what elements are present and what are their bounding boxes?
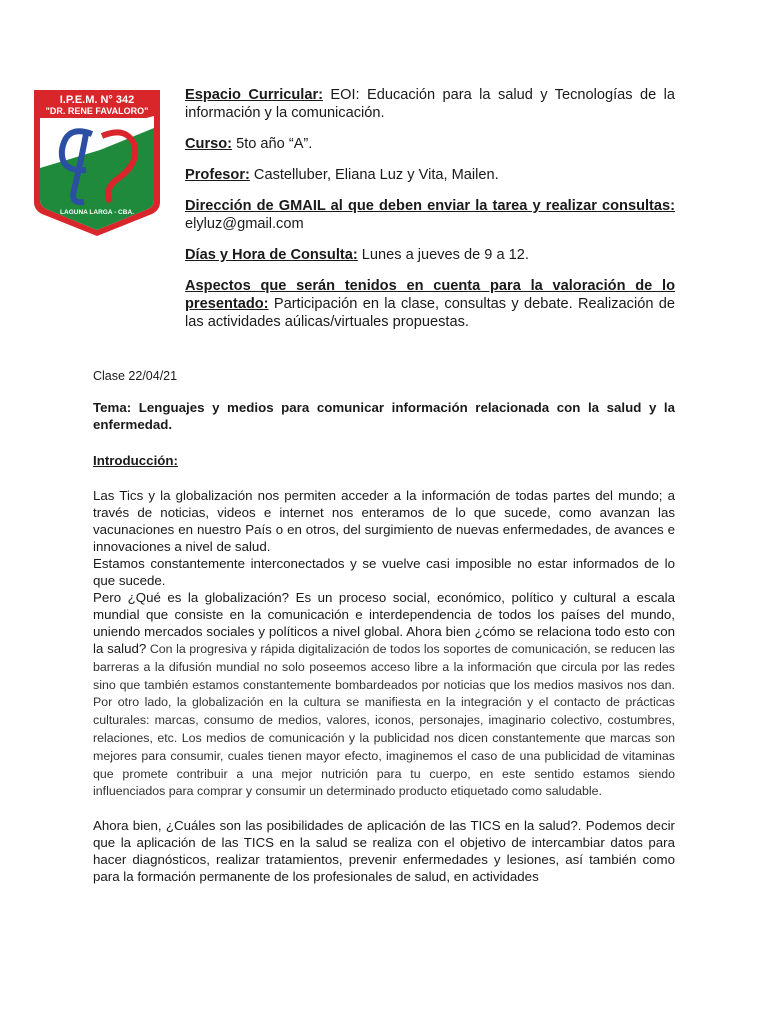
school-crest-icon <box>30 86 164 238</box>
class-date: Clase 22/04/21 <box>93 369 178 383</box>
profesor <box>185 166 675 184</box>
espacio-value: EOI: Educación para la salud y Tecnologías de la información y la comunicación. <box>185 87 675 121</box>
logo-bottom-text: LAGUNA LARGA - CBA. <box>60 209 134 216</box>
logo-name-text: "DR. RENE FAVALORO" <box>45 106 149 116</box>
aspectos-label: Aspectos que serán tenidos en cuenta para la valoración de lo presentado: <box>185 278 675 312</box>
dias-label: Días y Hora de Consulta: <box>185 247 358 263</box>
class-topic: Tema: Lenguajes y medios para comunicar información relacionada con la salud y la enfermedad. <box>93 400 675 432</box>
aspectos-value: Participación en la clase, consultas y debate. Realización de las actividades aúlicas/virtuales propuestas. <box>185 296 675 330</box>
dias-value: Lunes a jueves de 9 a 12. <box>357 247 529 263</box>
intro-heading: Introducción: <box>93 453 178 468</box>
profesor-label: Profesor: <box>185 167 250 183</box>
curso-value: 5to año “A”. <box>232 136 313 152</box>
paragraph-3-main: Pero ¿Qué es la globalización? Es un proceso social, económico, político y cultural a escala mundial que consiste en la comunicación e interdependencia de todos los países del mundo, uniendo mercados sociales y políticos a nivel global. Ahora bien ¿cómo se relaciona todo esto con la salud? <box>93 590 675 656</box>
paragraph-4: Ahora bien, ¿Cuáles son las posibilidades de aplicación de las TICS en la salud?. Podemos decir que la aplicación de las TICS en la salud se realiza con el objetivo de intercambiar datos para hacer diagnósticos, realizar tratamientos, prevenir enfermedades y lesiones, así también como para la formación permanente de los profesionales de salud, en actividades <box>93 818 675 885</box>
logo-top-text: I.P.E.M. N° 342 <box>59 94 135 106</box>
dias-consulta <box>185 246 675 264</box>
gmail <box>185 197 675 233</box>
gmail-label: Dirección de GMAIL al que deben enviar la tarea y realizar consultas: <box>185 198 675 214</box>
paragraph-2: Estamos constantemente interconectados y se vuelve casi imposible no estar informados de lo que sucede. <box>93 556 675 588</box>
paragraph-3-small: Con la progresiva y rápida digitalización de todos los soportes de comunicación, se reducen las barreras a la difusión mundial no solo poseemos acceso libre a la información que circula por las redes sino que también estamos constantemente bombardeados por noticias que los medios masivos nos dan. Por otro lado, la globalización en la cultura se manifiesta en la integración y el contacto de prácticas culturales: marcas, consumo de medios, valores, iconos, personajes, imaginario colectivo, costumbres, relaciones, etc. Los medios de comunicación y la publicidad nos dicen constantemente que marcas son mejores para consumir, cuales tienen mayor efecto, imaginemos el caso de una publicidad de vitaminas que promete contribuir a una mejor nutrición para tu cuerpo, en este sentido estamos siendo influenciados para comprar y consumir un determinado producto etiquetado como saludable. <box>93 642 675 799</box>
espacio-curricular <box>185 86 675 122</box>
espacio-label: Espacio Curricular: <box>185 87 323 103</box>
course-info <box>185 86 675 344</box>
class-content <box>93 368 675 885</box>
school-logo <box>30 86 164 238</box>
curso <box>185 135 675 153</box>
paragraph-3 <box>93 589 675 800</box>
paragraph-1: Las Tics y la globalización nos permiten acceder a la información de todas partes del mundo; a través de noticias, videos e internet nos enteramos de lo que sucede, como avanzan las vacunaciones en nuestro País o en otros, del surgimiento de nuevas enfermedades, de avances e innovaciones a nivel de salud. <box>93 488 675 554</box>
aspectos <box>185 277 675 331</box>
profesor-value: Castelluber, Eliana Luz y Vita, Mailen. <box>249 167 499 183</box>
curso-label: Curso: <box>185 136 233 152</box>
spacer <box>93 800 675 817</box>
gmail-value: elyluz@gmail.com <box>185 216 304 232</box>
